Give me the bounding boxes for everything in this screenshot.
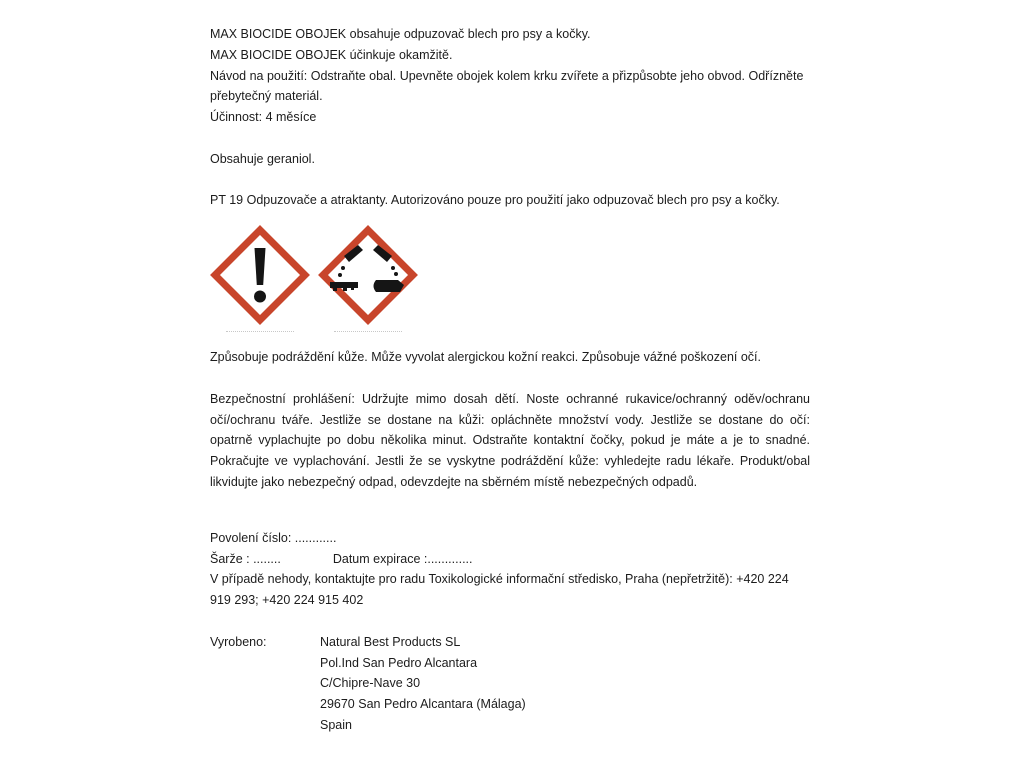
emergency-contact: V případě nehody, kontaktujte pro radu Toxikologické informační středisko, Praha (nepřetržitě): +420 224 919 293; +420 224 915 402	[210, 572, 789, 608]
usage-instructions: Návod na použití: Odstraňte obal. Upevněte obojek kolem krku zvířete a přizpůsobte jeho obvod. Odřízněte přebytečný materiál.	[210, 68, 804, 104]
product-statement-1: MAX BIOCIDE OBOJEK obsahuje odpuzovač blech pro psy a kočky.	[210, 27, 591, 41]
hazard-statements: Způsobuje podráždění kůže. Může vyvolat alergickou kožní reakci. Způsobuje vážné poškození očí.	[210, 350, 762, 365]
ghs05-pictogram	[318, 225, 418, 332]
batch-number: Šarže : ........	[210, 551, 281, 566]
batch-expiry-line	[210, 549, 810, 570]
manufacturer-country: Spain	[320, 717, 352, 732]
approval-number: Povolení číslo: ............	[210, 530, 337, 545]
safety-statements: Bezpečnostní prohlášení: Udržujte mimo dosah dětí. Noste ochranné rukavice/ochranný oděv/ochranu očí/ochranu tváře. Jestliže se dostane na kůži: opláchněte množství vody. Jestliže se dostane do očí: opatrně vyplachujte po dobu několika minut. Odstraňte kontaktní čočky, pokud je máte a je to snadné. Pokračujte ve vyplachování. Jestli že se vyskytne podráždění kůže: vyhledejte radu lékaře. Produkt/obal likvidujte jako nebezpečný odpad, odevzdejte na sběrném místě nebezpečných odpadů.	[210, 391, 810, 489]
exclamation-mark-pictogram-icon	[210, 225, 310, 325]
manufacturer-address-line: Pol.Ind San Pedro Alcantara	[320, 655, 478, 670]
hazard-pictograms	[210, 225, 810, 332]
manufacturer-address	[320, 632, 526, 736]
product-type-statement: PT 19 Odpuzovače a atraktanty. Autorizováno pouze pro použití jako odpuzovač blech pro psy a kočky.	[210, 193, 780, 208]
manufacturer-address-line: 29670 San Pedro Alcantara (Málaga)	[320, 697, 526, 712]
ghs07-pictogram	[210, 225, 310, 332]
manufacturer-address-line: C/Chipre-Nave 30	[320, 676, 421, 691]
expiry-date: Datum expirace :.............	[332, 551, 473, 566]
active-substance-statement: Obsahuje geraniol.	[210, 151, 315, 166]
efficacy-statement: Účinnost: 4 měsíce	[210, 110, 317, 125]
manufacturer-label: Vyrobeno:	[210, 634, 267, 649]
manufacturer-name: Natural Best Products SL	[320, 634, 461, 649]
product-statement-2: MAX BIOCIDE OBOJEK účinkuje okamžitě.	[210, 47, 453, 62]
corrosion-pictogram-icon	[318, 225, 418, 325]
label-text-block	[210, 24, 810, 736]
manufacturer-block	[210, 632, 810, 736]
pictogram-caption-artifact	[334, 326, 402, 332]
pictogram-caption-artifact	[226, 326, 294, 332]
